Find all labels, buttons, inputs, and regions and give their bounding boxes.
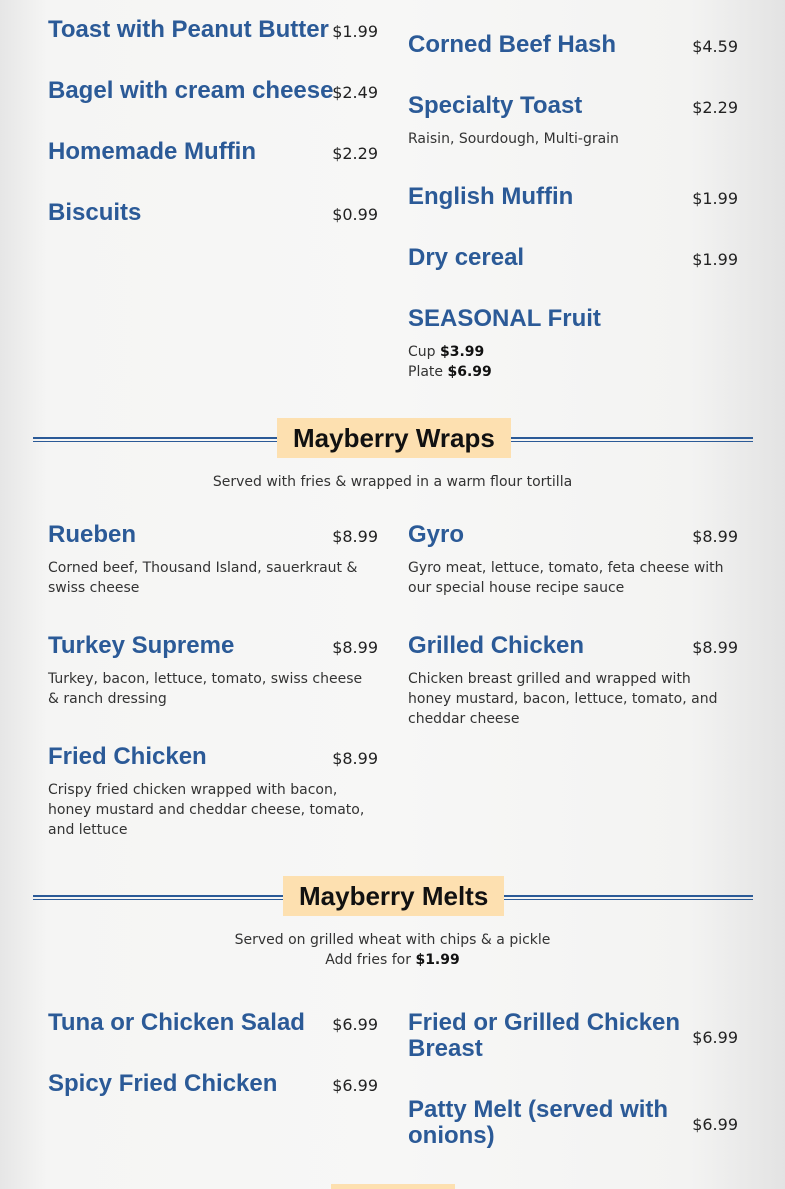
item-name: Turkey Supreme [48,632,235,659]
plate-price: $6.99 [447,364,492,380]
menu-item-rueben [48,522,378,602]
item-name: Rueben [48,521,137,548]
item-name: Grilled Chicken [408,632,585,659]
menu-item-gyro [408,522,738,602]
menu-item-spicy-fried-chicken [48,1071,378,1101]
item-price: $8.99 [692,527,738,546]
cup-price: $3.99 [440,344,485,360]
item-description: Corned beef, Thousand Island, sauerkraut & swiss cheese [48,560,358,596]
item-price: $6.99 [332,1076,378,1095]
item-name: Gyro [408,521,465,548]
menu-item-patty-melt [408,1097,738,1153]
section-title-melts: Mayberry Melts [283,876,504,916]
next-section-tab [331,1184,455,1189]
melts-note: Served on grilled wheat with chips & a pickle [234,932,551,948]
item-price: $8.99 [332,749,378,768]
item-description: Gyro meat, lettuce, tomato, feta cheese with our special house recipe sauce [408,560,724,596]
item-name: Fried Chicken [48,743,207,770]
item-price: $2.29 [692,98,738,117]
menu-item-specialty-toast [408,93,738,153]
plate-label: Plate [408,364,444,380]
item-name: Patty Melt (served with onions) [408,1096,669,1149]
item-name: Dry cereal [408,244,525,271]
item-name: Bagel with cream cheese [48,77,334,104]
menu-item-corned-beef-hash [408,32,738,62]
item-name: Fried or Grilled Chicken Breast [408,1009,681,1062]
item-price: $2.29 [332,144,378,163]
item-description: Crispy fried chicken wrapped with bacon, honey mustard and cheddar cheese, tomato, and lettuce [48,782,365,838]
menu-item-dry-cereal [408,245,738,275]
menu-item-seasonal-fruit [408,306,738,386]
menu-item-homemade-muffin [48,139,378,169]
item-price: $6.99 [332,1015,378,1034]
item-name: SEASONAL Fruit [408,305,601,332]
item-name: Homemade Muffin [48,138,257,165]
menu-item-bagel [48,78,378,108]
item-name: Tuna or Chicken Salad [48,1009,305,1036]
menu-item-biscuits [48,200,378,230]
menu-item-fried-grilled-chicken-breast [408,1010,738,1066]
item-name: Spicy Fried Chicken [48,1070,278,1097]
wraps-note: Served with fries & wrapped in a warm flour tortilla [212,474,573,490]
fruit-plate-line [408,362,492,382]
menu-item-english-muffin [408,184,738,214]
item-price: $8.99 [332,527,378,546]
item-description: Chicken breast grilled and wrapped with honey mustard, bacon, lettuce, tomato, and cheddar cheese [408,671,718,727]
item-description: Raisin, Sourdough, Multi-grain [408,131,619,147]
item-price: $1.99 [692,250,738,269]
item-name: English Muffin [408,183,574,210]
menu-item-toast-peanut-butter [48,17,378,47]
item-price: $2.49 [332,83,378,102]
item-price: $6.99 [692,1115,738,1134]
item-price: $8.99 [332,638,378,657]
cup-label: Cup [408,344,436,360]
item-name: Biscuits [48,199,142,226]
section-title-wraps: Mayberry Wraps [277,418,511,458]
item-price: $1.99 [692,189,738,208]
menu-item-turkey-supreme [48,633,378,713]
item-price: $6.99 [692,1028,738,1047]
item-name: Corned Beef Hash [408,31,617,58]
menu-item-tuna-chicken-salad [48,1010,378,1040]
item-price: $0.99 [332,205,378,224]
item-price: $1.99 [332,22,378,41]
item-price: $8.99 [692,638,738,657]
item-name: Toast with Peanut Butter [48,16,329,43]
menu-item-grilled-chicken-wrap [408,633,738,733]
item-name: Specialty Toast [408,92,583,119]
item-price: $4.59 [692,37,738,56]
fruit-cup-line [408,342,484,362]
melts-fries-note [0,950,785,970]
fries-label: Add fries for [325,952,411,968]
menu-item-fried-chicken-wrap [48,744,378,844]
fries-price: $1.99 [415,952,460,968]
item-description: Turkey, bacon, lettuce, tomato, swiss cheese & ranch dressing [48,671,363,707]
